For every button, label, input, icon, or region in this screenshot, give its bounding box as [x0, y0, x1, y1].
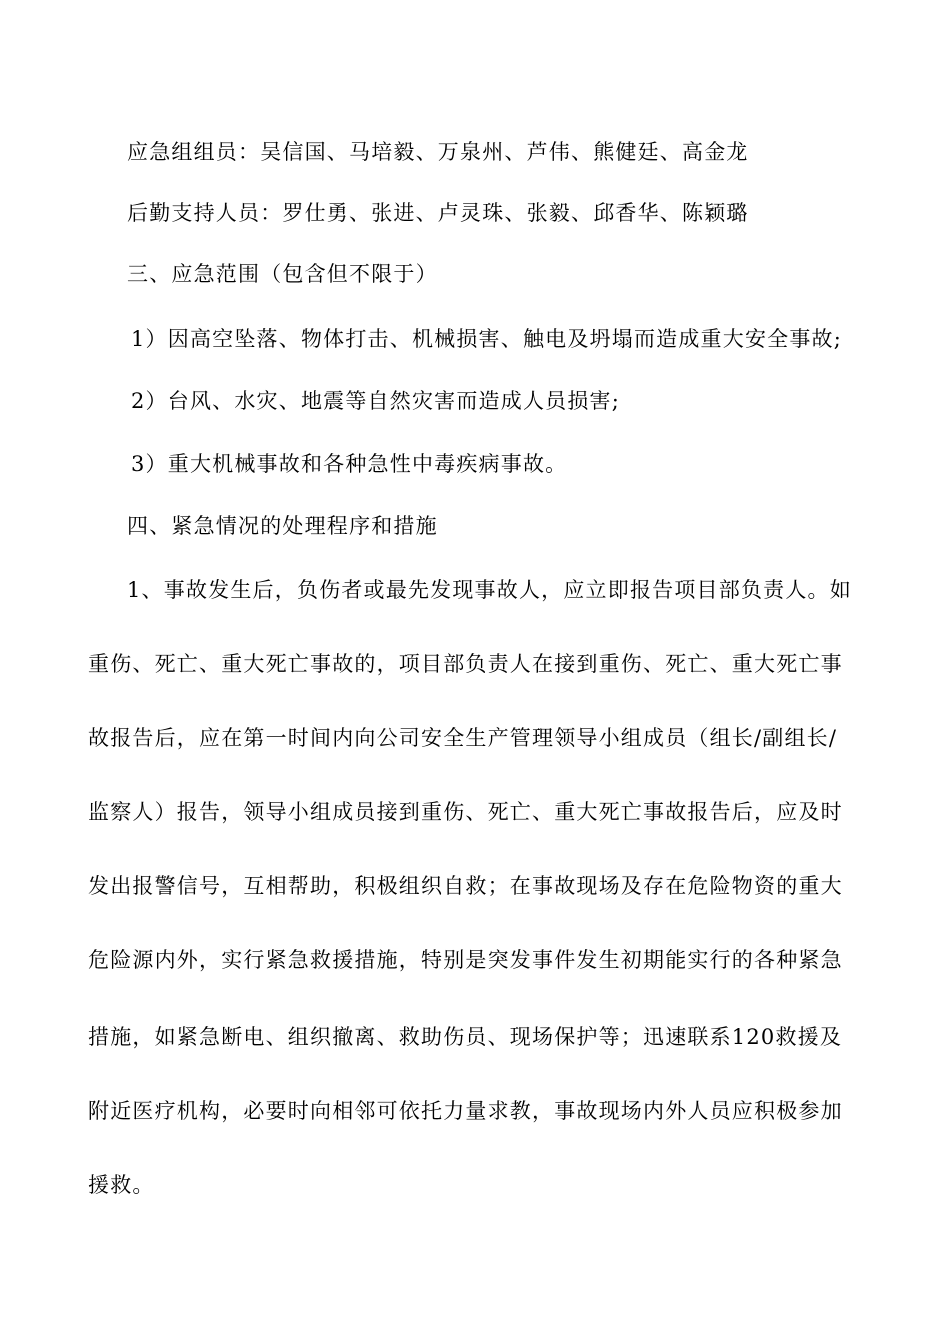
- paragraph-line-5: 发出报警信号，互相帮助，积极组织自救；在事故现场及存在危险物资的重大: [88, 874, 843, 898]
- section-heading-emergency-procedures: 四、紧急情况的处理程序和措施: [127, 514, 438, 538]
- paragraph-line-3: 故报告后，应在第一时间内向公司安全生产管理领导小组成员（组长/副组长/: [88, 726, 838, 750]
- paragraph-line-4: 监察人）报告，领导小组成员接到重伤、死亡、重大死亡事故报告后，应及时: [88, 800, 843, 824]
- section-heading-emergency-scope: 三、应急范围（包含但不限于）: [127, 262, 438, 286]
- logistics-support-staff: 后勤支持人员：罗仕勇、张进、卢灵珠、张毅、邱香华、陈颖璐: [127, 201, 749, 225]
- paragraph-line-8: 附近医疗机构，必要时向相邻可依托力量求教，事故现场内外人员应积极参加: [88, 1099, 843, 1123]
- emergency-team-members: 应急组组员：吴信国、马培毅、万泉州、芦伟、熊健廷、高金龙: [127, 140, 749, 164]
- paragraph-line-9: 援救。: [88, 1173, 155, 1197]
- paragraph-line-2: 重伤、死亡、重大死亡事故的，项目部负责人在接到重伤、死亡、重大死亡事: [88, 652, 843, 676]
- paragraph-line-6: 危险源内外，实行紧急救援措施，特别是突发事件发生初期能实行的各种紧急: [88, 948, 843, 972]
- scope-item-2: 2）台风、水灾、地震等自然灾害而造成人员损害;: [131, 389, 621, 413]
- scope-item-3: 3）重大机械事故和各种急性中毒疾病事故。: [131, 452, 568, 476]
- scope-item-1: 1）因高空坠落、物体打击、机械损害、触电及坍塌而造成重大安全事故;: [131, 327, 843, 351]
- paragraph-line-1: 1、事故发生后，负伤者或最先发现事故人，应立即报告项目部负责人。如: [127, 578, 852, 602]
- paragraph-line-7: 措施，如紧急断电、组织撤离、救助伤员、现场保护等；迅速联系120救援及: [88, 1025, 843, 1049]
